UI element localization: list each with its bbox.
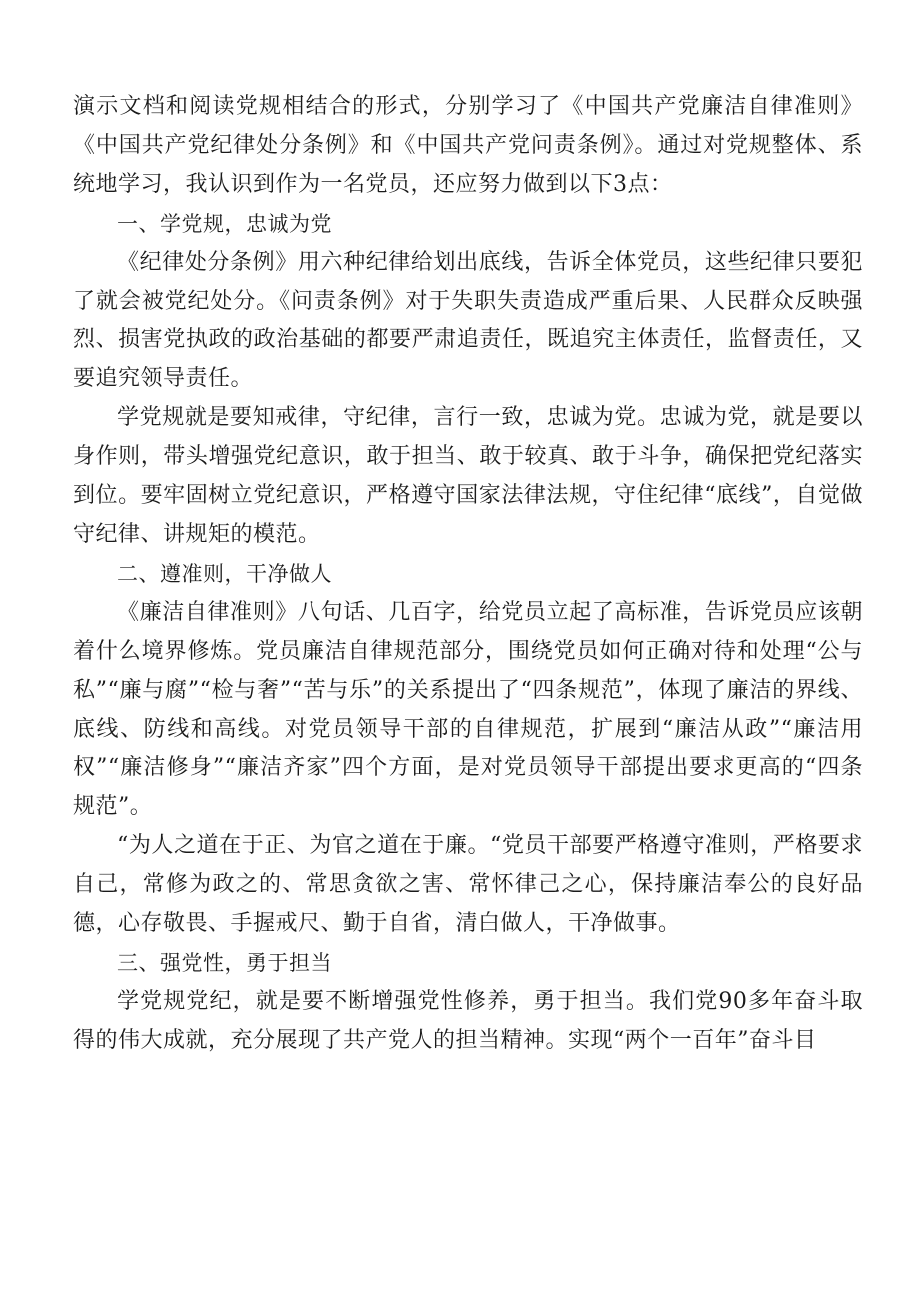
section-3-paragraph-1: 学党规党纪，就是要不断增强党性修养，勇于担当。我们党90多年奋斗取得的伟大成就，充分展现了共产党人的担当精神。实现“两个一百年”奋斗目	[73, 988, 863, 1053]
section-1-paragraph-1: 《纪律处分条例》用六种纪律给划出底线，告诉全体党员，这些纪律只要犯了就会被党纪处分。《问责条例》对于失职失责造成严重后果、人民群众反映强烈、损害党执政的政治基础的都要严肃追责任，既追究主体责任，监督责任，又要追究领导责任。	[73, 249, 863, 392]
section-2-paragraph-2: “为人之道在于正、为官之道在于廉。“党员干部要严格遵守准则，严格要求自己，常修为政之的、常思贪欲之害、常怀律己之心，保持廉洁奉公的良好品德，心存敬畏、手握戒尺、勤于自省，清白做人，干净做事。	[73, 833, 863, 937]
section-heading-2: 二、遵准则，干净做人	[117, 561, 332, 586]
section-heading-1: 一、学党规，忠诚为党	[117, 211, 332, 236]
document-body	[73, 88, 863, 1061]
section-2-paragraph-1: 《廉洁自律准则》八句话、几百字，给党员立起了高标准，告诉党员应该朝着什么境界修炼。党员廉洁自律规范部分，围绕党员如何正确对待和处理“公与私”“廉与腐”“检与奢”“苦与乐”的关系提出了“四条规范”，体现了廉洁的界线、底线、防线和高线。对党员领导干部的自律规范，扩展到“廉洁从政”“廉洁用权”“廉洁修身”“廉洁齐家”四个方面，是对党员领导干部提出要求更高的“四条规范”。	[73, 599, 863, 820]
section-heading-3: 三、强党性，勇于担当	[117, 950, 332, 975]
section-1-paragraph-2: 学党规就是要知戒律，守纪律，言行一致，忠诚为党。忠诚为党，就是要以身作则，带头增强党纪意识，敢于担当、敢于较真、敢于斗争，确保把党纪落实到位。要牢固树立党纪意识，严格遵守国家法律法规，守住纪律“底线”，自觉做守纪律、讲规矩的模范。	[73, 405, 863, 547]
intro-paragraph: 演示文档和阅读党规相结合的形式，分别学习了《中国共产党廉洁自律准则》《中国共产党纪律处分条例》和《中国共产党问责条例》。通过对党规整体、系统地学习，我认识到作为一名党员，还应努力做到以下3点：	[73, 94, 863, 197]
